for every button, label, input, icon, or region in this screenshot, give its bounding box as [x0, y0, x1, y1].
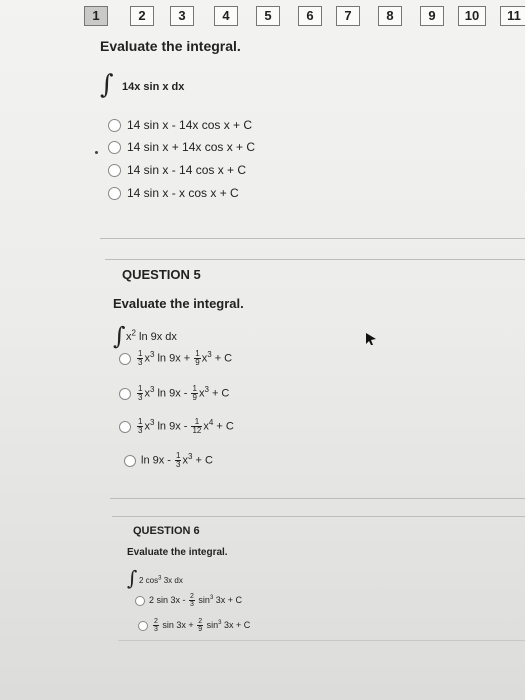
question-6-heading: QUESTION 6 — [133, 525, 200, 537]
question-4-option-3[interactable] — [108, 163, 246, 177]
tab-question-8[interactable]: 8 — [378, 6, 402, 26]
option-label: $\frac{2}{3}$ sin 3x + $\frac{2}{9}$ $\sin^3 3x + C$ — [154, 618, 251, 633]
radio-button[interactable] — [138, 621, 148, 631]
integrand-exponent: 2 — [131, 328, 136, 338]
question-4-option-4[interactable] — [108, 186, 239, 200]
option-label: $\frac{1}{3}$ $x^3$ ln 9x - $\frac{1}{9}$ $x^3 + C$ — [138, 384, 230, 402]
option-label: $\frac{1}{3}$ $x^3$ ln 9x - $\frac{1}{12}$ $x^4 + C$ — [138, 417, 234, 435]
radio-button[interactable] — [108, 187, 121, 200]
question-4-option-1[interactable] — [108, 118, 252, 132]
radio-button[interactable] — [108, 164, 121, 177]
mouse-pointer-icon — [365, 332, 377, 346]
tab-question-6[interactable]: 6 — [298, 6, 322, 26]
option-label: 14 sin x - x cos x + C — [127, 186, 239, 200]
radio-button[interactable] — [119, 353, 131, 365]
question-5-option-4[interactable] — [124, 452, 213, 469]
cursor-dot — [95, 151, 98, 154]
divider — [105, 259, 525, 260]
tab-question-7[interactable]: 7 — [336, 6, 360, 26]
tab-question-5[interactable]: 5 — [256, 6, 280, 26]
integral-icon: ∫ — [127, 566, 138, 590]
tab-question-10[interactable]: 10 — [458, 6, 486, 26]
question-5-option-2[interactable] — [119, 385, 229, 402]
integral-icon: ∫ — [100, 70, 114, 100]
radio-button[interactable] — [108, 141, 121, 154]
option-label: 2 sin 3x - $\frac{2}{3}$ $\sin^3 3x + C$ — [149, 593, 243, 608]
tab-question-3[interactable]: 3 — [170, 6, 194, 26]
option-label: 14 sin x - 14 cos x + C — [127, 163, 247, 177]
option-label: 14 sin x - 14x cos x + C — [127, 118, 253, 132]
question-6-option-2[interactable] — [138, 618, 250, 633]
option-label: $\frac{1}{3}$ $x^3$ ln 9x + $\frac{1}{9}$ $x^3 + C$ — [138, 349, 233, 367]
question-5-prompt: Evaluate the integral. — [113, 296, 244, 311]
radio-button[interactable] — [108, 119, 121, 132]
question-5-integrand — [126, 328, 177, 343]
tab-question-11[interactable]: 11 — [500, 6, 525, 26]
question-4-option-2[interactable] — [108, 140, 255, 154]
tab-question-4[interactable]: 4 — [214, 6, 238, 26]
radio-button[interactable] — [119, 388, 131, 400]
radio-button[interactable] — [135, 596, 145, 606]
integrand-var: x — [126, 331, 132, 343]
tab-question-1[interactable]: 1 — [84, 6, 108, 26]
radio-button[interactable] — [119, 421, 131, 433]
question-6-prompt: Evaluate the integral. — [127, 547, 228, 558]
tab-question-2[interactable]: 2 — [130, 6, 154, 26]
divider — [110, 498, 525, 499]
option-label: 14 sin x + 14x cos x + C — [127, 140, 256, 154]
question-5-option-3[interactable] — [119, 418, 234, 435]
tab-question-9[interactable]: 9 — [420, 6, 444, 26]
integral-icon: ∫ — [113, 322, 126, 350]
divider — [100, 238, 525, 239]
integrand-rest: ln 9x dx — [135, 331, 177, 343]
question-4-prompt: Evaluate the integral. — [100, 38, 241, 54]
divider — [118, 640, 525, 641]
question-4-integrand: 14x sin x dx — [122, 81, 185, 93]
divider — [112, 516, 525, 517]
option-label: ln 9x - $\frac{1}{3}$ $x^3 + C$ — [141, 451, 213, 469]
question-5-heading: QUESTION 5 — [122, 267, 201, 282]
question-6-integrand: 2 $\cos^3 3x$ dx — [139, 575, 183, 585]
question-5-option-1[interactable] — [119, 350, 232, 367]
question-6-option-1[interactable] — [135, 593, 242, 608]
radio-button[interactable] — [124, 455, 136, 467]
